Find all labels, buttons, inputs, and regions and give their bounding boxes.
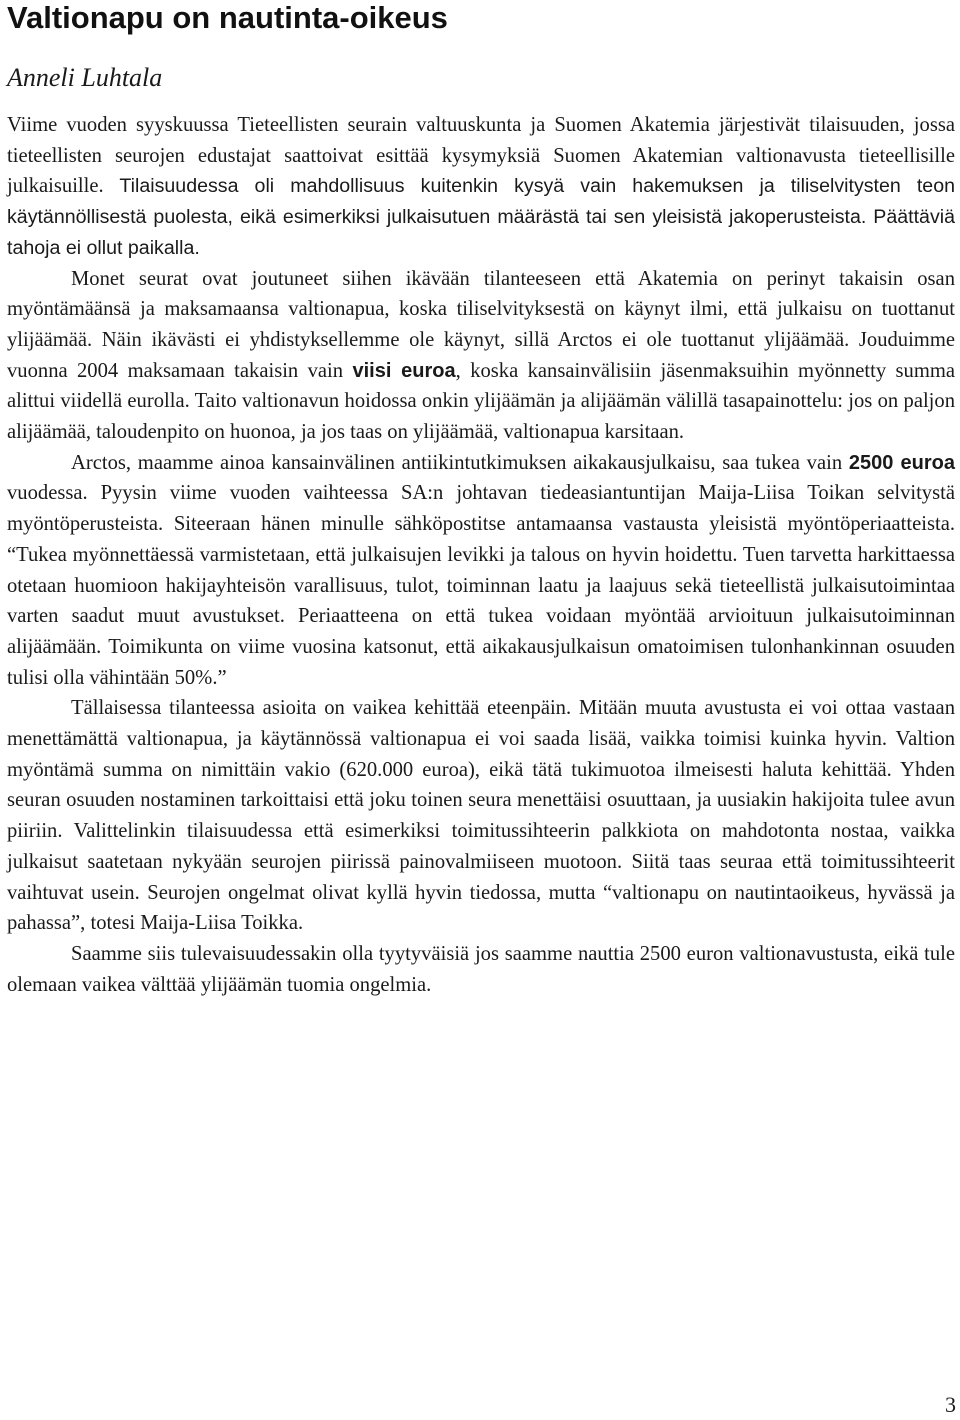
paragraph-2 [7, 264, 955, 448]
paragraph-2-text-a: Monet seurat ovat joutuneet siihen ikävään tilanteeseen että Akatemia on perinyt takaisin osan myöntämäänsä ja maksamaansa valtionapua, koska tiliselvityksestä on käynyt ilmi, että julkaisu on tuottanut ylijäämää. Näin ikävästi ei yhdistyksellemme ole käynyt, sillä Arctos ei ole tuottanut ylijäämää. Jouduimme vuonna 2004 maksamaan takaisin vain [7, 267, 955, 382]
paragraph-3 [7, 448, 955, 694]
document-page [7, 0, 955, 1000]
article-title: Valtionapu on nautinta-oikeus [7, 0, 448, 35]
paragraph-4-text: Tällaisessa tilanteessa asioita on vaikea kehittää eteenpäin. Mitään muuta avustusta ei voi ottaa vastaan menettämättä valtionapua, ja käytännössä valtionapua ei voi saada lisää, vaikka toimisi kuinka hyvin. Valtion myöntämä summa on nimittäin vakio (620.000 euroa), eikä tätä tukimuotoa ilmeisesti haluta kehittää. Yhden seuran osuuden nostaminen tarkoittaisi että joku toinen seura menettäisi osuuttaan, ja uusiakin hakijoita tulee avun piiriin. Valittelinkin tilaisuudessa että esimerkiksi toimitussihteerin palkkiota on mahdotonta nostaa, vaikka julkaisut saatetaan nykyään seurojen piirissä painovalmiiseen muotoon. Siitä taas seuraa että toimitussihteerit vaihtuvat usein. Seurojen ongelmat olivat kyllä hyvin tiedossa, mutta “valtionapu on nautintaoikeus, hyvässä ja pahassa”, totesi Maija-Liisa Toikka. [7, 697, 955, 935]
paragraph-1-text-a: Viime vuoden syyskuussa Tieteellisten seurain valtuuskunta ja Suomen Akatemia järjestivät tilaisuuden, jossa tieteellisten seurojen edustajat saattoivat esittää kysymyksiä Suomen Akatemian valtionavusta tieteellisille julkaisuille. [7, 114, 955, 198]
paragraph-1-text-b: Tilaisuudessa oli mahdollisuus kuitenkin kysyä vain hakemuksen ja tiliselvitysten teon käytännöllisestä puolesta, eikä esimerkiksi julkaisutuen määrästä tai sen yleisistä jakoperusteista. Päättäviä tahoja ei ollut paikalla. [7, 175, 955, 259]
paragraph-2-text-b: , koska kansainvälisiin jäsenmaksuihin myönnetty summa alittui viidellä eurolla. Taito valtionavun hoidossa onkin ylijäämän ja alijäämän välillä tasapainottelu: jos on paljon alijäämää, taloudenpito on huonoa, ja jos taas on ylijäämää, valtionapua karsitaan. [7, 359, 956, 444]
paragraph-2-bold: viisi euroa [352, 359, 456, 382]
paragraph-3-bold: 2500 euroa [848, 451, 956, 474]
paragraph-4 [7, 693, 955, 939]
paragraph-5-text: Saamme siis tulevaisuudessakin olla tyytyväisiä jos saamme nauttia 2500 euron valtionavustusta, eikä tule olemaan vaikea välttää ylijäämän tuomia ongelmia. [7, 942, 955, 996]
page-number: 3 [945, 1392, 956, 1417]
paragraph-3-text-a: Arctos, maamme ainoa kansainvälinen antiikintutkimuksen aikakausjulkaisu, saa tukea vain [71, 451, 849, 474]
paragraph-5 [7, 939, 955, 1000]
article-author: Anneli Luhtala [7, 63, 163, 92]
paragraph-1 [7, 110, 955, 264]
article-body [7, 110, 955, 1000]
paragraph-3-text-b: vuodessa. Pyysin viime vuoden vaihteessa SA:n johtavan tiedeasiantuntijan Maija-Liisa Toikan selvitystä myöntöperusteista. Siteeraan hänen minulle sähköpostitse antamaansa vastausta yleisistä myöntöperiaatteista. “Tukea myönnettäessä varmistetaan, että julkaisujen levikki ja talous on hyvin hoidettu. Tuen tarvetta harkittaessa otetaan huomioon hakijayhteisön varallisuus, tulot, toiminnan laatu ja laajuus sekä tieteellistä julkaisutoimintaa varten saadut muut avustukset. Periaatteena on että tukea voidaan myöntää arvioituun julkaisutoiminnan alijäämään. Toimikunta on viime vuosina katsonut, että aikakausjulkaisun omatoimisen tulonhankinnan osuuden tulisi olla vähintään 50%.” [7, 482, 955, 689]
